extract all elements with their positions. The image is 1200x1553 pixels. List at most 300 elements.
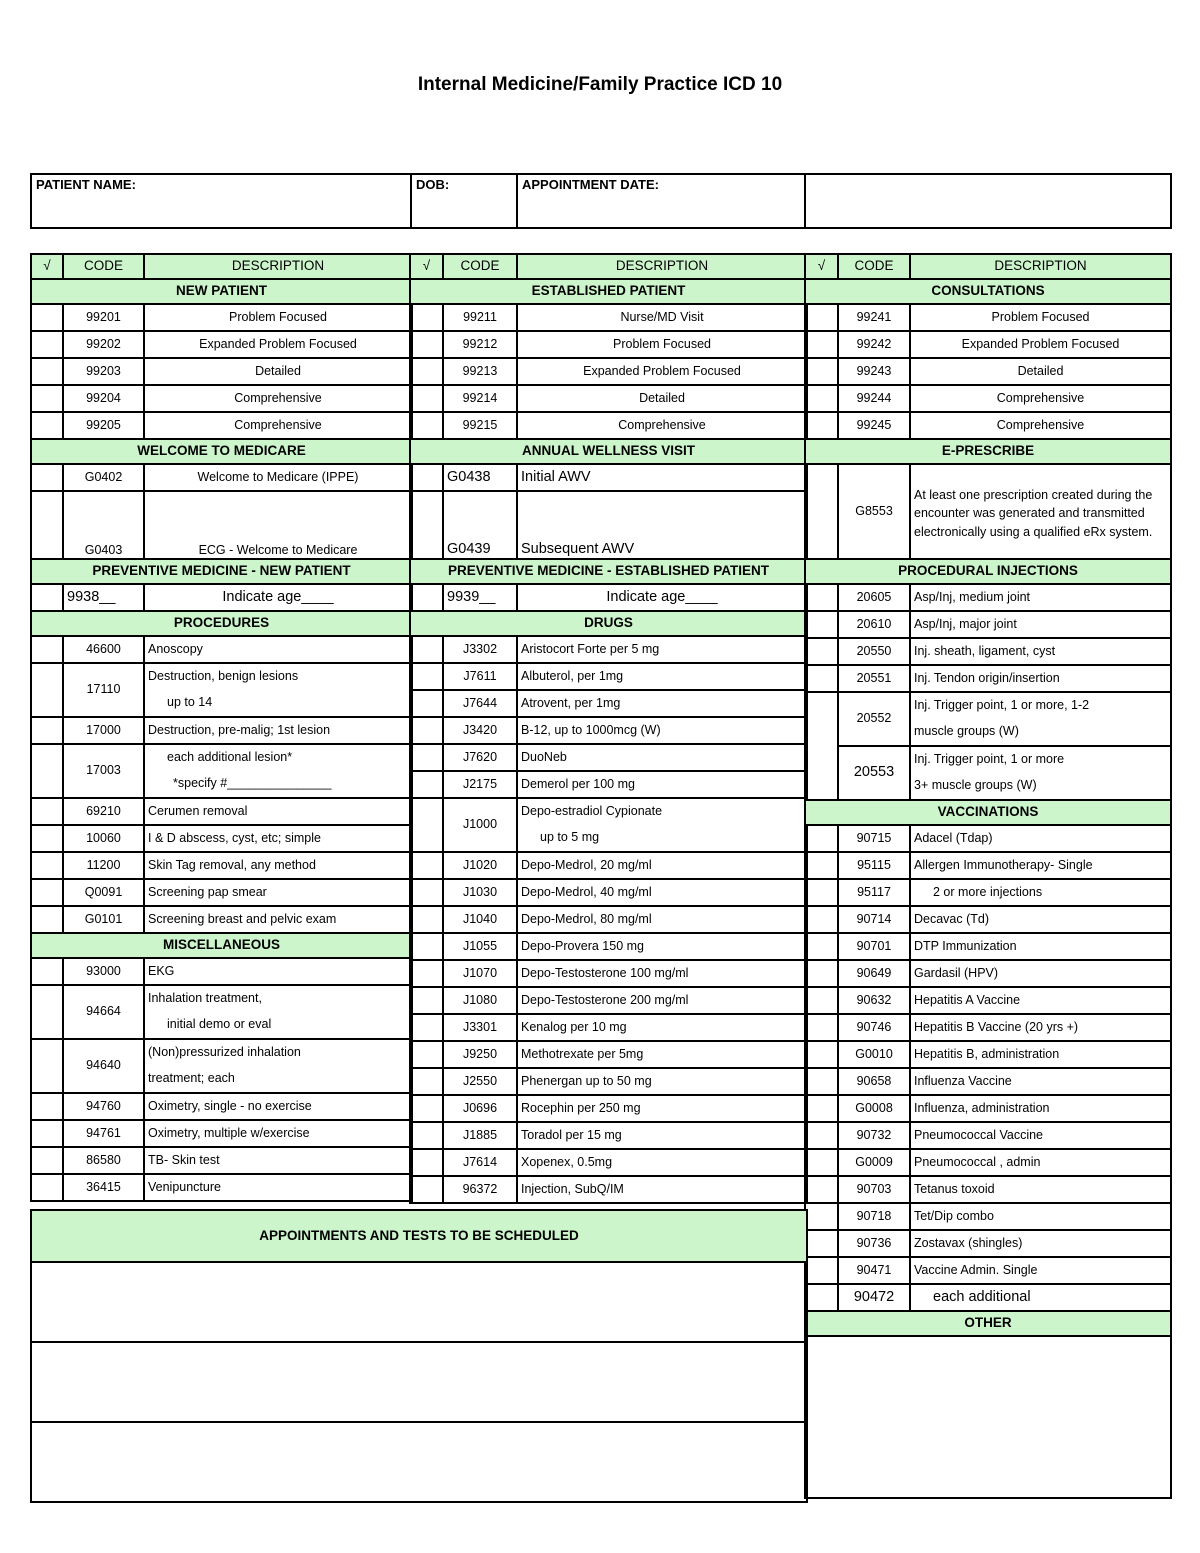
table-row — [805, 692, 1171, 719]
checkbox[interactable] — [805, 358, 838, 385]
table-row — [31, 852, 412, 879]
description-cell: Aristocort Forte per 5 mg — [517, 636, 807, 663]
table-row — [805, 665, 1171, 692]
checkbox[interactable] — [410, 385, 443, 412]
description-cell: Problem Focused — [517, 331, 807, 358]
description-cell: each additional lesion* — [144, 744, 412, 771]
checkbox[interactable] — [31, 985, 63, 1039]
table-row — [31, 304, 412, 331]
code-cell: 17000 — [63, 717, 144, 744]
table-row — [805, 638, 1171, 665]
code-cell: 99242 — [838, 331, 910, 358]
description-cell: Tetanus toxoid — [910, 1176, 1171, 1203]
checkbox[interactable] — [410, 412, 443, 439]
table-row — [410, 1095, 807, 1122]
description-cell: Depo-estradiol Cypionate — [517, 798, 807, 825]
description-cell: Expanded Problem Focused — [144, 331, 412, 358]
checkbox[interactable] — [31, 958, 63, 985]
table-row — [805, 746, 1171, 773]
code-cell: J2175 — [443, 771, 517, 798]
checkbox[interactable] — [805, 412, 838, 439]
code-cell: 99205 — [63, 412, 144, 439]
appointments-table — [30, 1209, 808, 1503]
table-row — [31, 1093, 412, 1120]
code-cell: 20551 — [838, 665, 910, 692]
checkbox[interactable] — [31, 358, 63, 385]
checkbox[interactable] — [31, 663, 63, 717]
checkbox[interactable] — [410, 491, 443, 559]
section-established-patient: ESTABLISHED PATIENT — [410, 279, 807, 304]
code-cell: 90472 — [838, 1284, 910, 1311]
code-cell: 99213 — [443, 358, 517, 385]
code-header: CODE — [838, 254, 910, 279]
table-row — [805, 906, 1171, 933]
checkbox[interactable] — [805, 1203, 838, 1230]
table-row — [31, 636, 412, 663]
checkbox[interactable] — [805, 852, 838, 879]
checkbox[interactable] — [805, 638, 838, 665]
checkbox[interactable] — [31, 304, 63, 331]
code-cell: G0402 — [63, 464, 144, 491]
description-cell: 3+ muscle groups (W) — [910, 773, 1171, 800]
description-cell: up to 5 mg — [517, 825, 807, 852]
checkbox[interactable] — [410, 960, 443, 987]
description-cell: Comprehensive — [517, 412, 807, 439]
code-cell: J1000 — [443, 798, 517, 852]
description-cell: B-12, up to 1000mcg (W) — [517, 717, 807, 744]
appointments-notes-row-2[interactable] — [31, 1342, 807, 1422]
description-cell: Welcome to Medicare (IPPE) — [144, 464, 412, 491]
other-notes-area[interactable] — [805, 1336, 1171, 1498]
description-header: DESCRIPTION — [144, 254, 412, 279]
description-cell: Inj. sheath, ligament, cyst — [910, 638, 1171, 665]
checkbox[interactable] — [31, 852, 63, 879]
description-cell: Depo-Medrol, 40 mg/ml — [517, 879, 807, 906]
code-cell: 90649 — [838, 960, 910, 987]
checkbox[interactable] — [410, 1095, 443, 1122]
appointments-notes-row-3[interactable] — [31, 1422, 807, 1502]
description-cell: Nurse/MD Visit — [517, 304, 807, 331]
code-cell: 90714 — [838, 906, 910, 933]
patient-name-field[interactable] — [31, 174, 411, 228]
table-row — [410, 933, 807, 960]
description-cell: Inhalation treatment, — [144, 985, 412, 1012]
code-cell: 90701 — [838, 933, 910, 960]
description-cell: Albuterol, per 1mg — [517, 663, 807, 690]
code-cell: 99215 — [443, 412, 517, 439]
checkbox[interactable] — [805, 1284, 838, 1311]
checkbox[interactable] — [805, 1095, 838, 1122]
code-cell: 99241 — [838, 304, 910, 331]
code-cell: J2550 — [443, 1068, 517, 1095]
code-cell: 99202 — [63, 331, 144, 358]
checkbox[interactable] — [410, 987, 443, 1014]
code-cell: 46600 — [63, 636, 144, 663]
code-cell: 90632 — [838, 987, 910, 1014]
code-header: CODE — [443, 254, 517, 279]
section-vaccinations: VACCINATIONS — [805, 800, 1171, 825]
table-row — [31, 331, 412, 358]
checkbox[interactable] — [410, 636, 443, 663]
table-row — [410, 663, 807, 690]
description-cell: Destruction, benign lesions — [144, 663, 412, 690]
table-row — [805, 933, 1171, 960]
description-cell: Gardasil (HPV) — [910, 960, 1171, 987]
code-cell: 10060 — [63, 825, 144, 852]
description-cell: Pneumococcal , admin — [910, 1149, 1171, 1176]
checkbox[interactable] — [805, 987, 838, 1014]
checkbox[interactable] — [31, 906, 63, 933]
checkbox[interactable] — [31, 1093, 63, 1120]
section-procedures: PROCEDURES — [31, 611, 412, 636]
checkbox[interactable] — [410, 304, 443, 331]
table-row — [410, 331, 807, 358]
checkbox[interactable] — [805, 611, 838, 638]
table-row — [31, 985, 412, 1012]
code-cell: J7614 — [443, 1149, 517, 1176]
checkbox[interactable] — [410, 879, 443, 906]
checkbox[interactable] — [31, 412, 63, 439]
table-row — [31, 1147, 412, 1174]
checkbox[interactable] — [31, 825, 63, 852]
table-row — [805, 358, 1171, 385]
code-cell: J0696 — [443, 1095, 517, 1122]
table-row — [805, 1149, 1171, 1176]
checkbox[interactable] — [410, 933, 443, 960]
description-cell: Depo-Testosterone 200 mg/ml — [517, 987, 807, 1014]
code-cell: 99245 — [838, 412, 910, 439]
code-cell: 90715 — [838, 825, 910, 852]
description-cell: DTP Immunization — [910, 933, 1171, 960]
table-row — [805, 464, 1171, 559]
checkbox[interactable] — [31, 464, 63, 491]
checkbox[interactable] — [410, 1122, 443, 1149]
code-cell: 20553 — [838, 746, 910, 800]
table-row — [410, 879, 807, 906]
description-cell: Expanded Problem Focused — [517, 358, 807, 385]
code-cell: 20552 — [838, 692, 910, 746]
description-cell: Xopenex, 0.5mg — [517, 1149, 807, 1176]
description-cell: Detailed — [144, 358, 412, 385]
table-row — [805, 1041, 1171, 1068]
checkbox[interactable] — [410, 717, 443, 744]
code-cell: 99243 — [838, 358, 910, 385]
checkbox[interactable] — [410, 1068, 443, 1095]
table-row — [31, 412, 412, 439]
code-cell: 99203 — [63, 358, 144, 385]
code-cell: 20550 — [838, 638, 910, 665]
table-row — [31, 958, 412, 985]
code-cell: 90732 — [838, 1122, 910, 1149]
code-cell: J3420 — [443, 717, 517, 744]
description-cell: Asp/Inj, major joint — [910, 611, 1171, 638]
table-row — [410, 852, 807, 879]
table-row — [805, 1068, 1171, 1095]
checkbox[interactable] — [410, 1176, 443, 1203]
description-cell: Kenalog per 10 mg — [517, 1014, 807, 1041]
code-cell: J1080 — [443, 987, 517, 1014]
table-row — [31, 1174, 412, 1201]
checkbox[interactable] — [410, 663, 443, 690]
description-cell: I & D abscess, cyst, etc; simple — [144, 825, 412, 852]
appointment-date-field[interactable] — [517, 174, 805, 228]
checkbox[interactable] — [410, 331, 443, 358]
code-cell: G0008 — [838, 1095, 910, 1122]
code-cell: 90736 — [838, 1230, 910, 1257]
checkbox[interactable] — [805, 1014, 838, 1041]
checkbox[interactable] — [410, 358, 443, 385]
checkbox[interactable] — [410, 1149, 443, 1176]
checkbox[interactable] — [805, 879, 838, 906]
checkbox[interactable] — [31, 1039, 63, 1093]
description-cell: (Non)pressurized inhalation — [144, 1039, 412, 1066]
code-cell: J1020 — [443, 852, 517, 879]
description-cell: Tet/Dip combo — [910, 1203, 1171, 1230]
table-row — [805, 960, 1171, 987]
description-cell: Depo-Medrol, 20 mg/ml — [517, 852, 807, 879]
section-new-patient: NEW PATIENT — [31, 279, 412, 304]
description-cell: Hepatitis B, administration — [910, 1041, 1171, 1068]
code-cell: 99244 — [838, 385, 910, 412]
description-cell: Atrovent, per 1mg — [517, 690, 807, 717]
description-cell: muscle groups (W) — [910, 719, 1171, 746]
code-cell: 94664 — [63, 985, 144, 1039]
table-row — [805, 385, 1171, 412]
table-row — [410, 717, 807, 744]
checkbox[interactable] — [410, 584, 443, 611]
checkbox[interactable] — [31, 491, 63, 559]
description-cell: Depo-Testosterone 100 mg/ml — [517, 960, 807, 987]
column-1-table — [30, 253, 413, 1202]
description-cell: up to 14 — [144, 690, 412, 717]
description-cell: ECG - Welcome to Medicare — [144, 491, 412, 559]
section-other: OTHER — [805, 1311, 1171, 1336]
code-cell: G8553 — [838, 464, 910, 559]
checkbox[interactable] — [805, 1122, 838, 1149]
checkbox[interactable] — [410, 798, 443, 852]
checkbox[interactable] — [410, 1041, 443, 1068]
description-cell: Hepatitis B Vaccine (20 yrs +) — [910, 1014, 1171, 1041]
description-cell: Influenza, administration — [910, 1095, 1171, 1122]
checkbox[interactable] — [805, 464, 838, 559]
code-cell: 20605 — [838, 584, 910, 611]
description-cell: Initial AWV — [517, 464, 807, 491]
code-cell: 86580 — [63, 1147, 144, 1174]
description-header: DESCRIPTION — [910, 254, 1171, 279]
description-cell: Rocephin per 250 mg — [517, 1095, 807, 1122]
table-row — [410, 1041, 807, 1068]
table-row — [410, 491, 807, 559]
code-cell: 94640 — [63, 1039, 144, 1093]
table-row — [410, 960, 807, 987]
code-cell: J1885 — [443, 1122, 517, 1149]
checkbox[interactable] — [805, 1041, 838, 1068]
code-cell: 94760 — [63, 1093, 144, 1120]
table-row — [805, 1284, 1171, 1311]
checkbox[interactable] — [805, 385, 838, 412]
description-cell: Influenza Vaccine — [910, 1068, 1171, 1095]
table-row — [31, 1039, 412, 1066]
checkbox[interactable] — [31, 385, 63, 412]
code-cell: 94761 — [63, 1120, 144, 1147]
description-cell: 2 or more injections — [910, 879, 1171, 906]
table-row — [805, 852, 1171, 879]
checkbox[interactable] — [31, 584, 63, 611]
table-row — [805, 1203, 1171, 1230]
checkbox[interactable] — [410, 906, 443, 933]
description-cell: Comprehensive — [144, 412, 412, 439]
checkbox[interactable] — [410, 852, 443, 879]
code-cell: J1070 — [443, 960, 517, 987]
checkbox[interactable] — [31, 1147, 63, 1174]
code-cell: G0009 — [838, 1149, 910, 1176]
code-cell: J3302 — [443, 636, 517, 663]
code-cell: J7620 — [443, 744, 517, 771]
table-row — [410, 464, 807, 491]
checkbox[interactable] — [805, 304, 838, 331]
checkbox[interactable] — [410, 771, 443, 798]
checkbox[interactable] — [410, 690, 443, 717]
checkbox[interactable] — [805, 331, 838, 358]
description-cell: Cerumen removal — [144, 798, 412, 825]
code-cell: 9938__ — [63, 584, 144, 611]
description-cell: Comprehensive — [910, 385, 1171, 412]
checkbox[interactable] — [805, 1149, 838, 1176]
code-cell: 99214 — [443, 385, 517, 412]
checkbox[interactable] — [410, 744, 443, 771]
description-cell: Allergen Immunotherapy- Single — [910, 852, 1171, 879]
checkbox[interactable] — [31, 1120, 63, 1147]
table-row — [410, 1068, 807, 1095]
checkbox[interactable] — [805, 825, 838, 852]
table-row — [410, 906, 807, 933]
description-cell: Demerol per 100 mg — [517, 771, 807, 798]
table-row — [805, 1176, 1171, 1203]
code-cell: G0439 — [443, 491, 517, 559]
checkbox[interactable] — [805, 933, 838, 960]
code-cell: 90718 — [838, 1203, 910, 1230]
description-cell: Methotrexate per 5mg — [517, 1041, 807, 1068]
patient-name-label: PATIENT NAME: — [36, 177, 136, 192]
table-row — [410, 1176, 807, 1203]
description-cell: Expanded Problem Focused — [910, 331, 1171, 358]
checkbox[interactable] — [31, 798, 63, 825]
table-row — [805, 304, 1171, 331]
code-cell: 93000 — [63, 958, 144, 985]
code-cell: 36415 — [63, 1174, 144, 1201]
code-cell: 90703 — [838, 1176, 910, 1203]
code-cell: 9939__ — [443, 584, 517, 611]
table-row — [31, 1120, 412, 1147]
table-row — [410, 1014, 807, 1041]
description-cell: Depo-Provera 150 mg — [517, 933, 807, 960]
description-cell: Screening pap smear — [144, 879, 412, 906]
code-cell: 90471 — [838, 1257, 910, 1284]
checkbox[interactable] — [410, 1014, 443, 1041]
description-cell: Problem Focused — [910, 304, 1171, 331]
code-cell: J1055 — [443, 933, 517, 960]
description-cell: Problem Focused — [144, 304, 412, 331]
checkbox[interactable] — [31, 331, 63, 358]
check-header: √ — [31, 254, 63, 279]
section-preventive-new: PREVENTIVE MEDICINE - NEW PATIENT — [31, 559, 412, 584]
checkbox[interactable] — [31, 636, 63, 663]
checkbox[interactable] — [805, 584, 838, 611]
checkbox[interactable] — [805, 1176, 838, 1203]
section-drugs: DRUGS — [410, 611, 807, 636]
description-cell: Zostavax (shingles) — [910, 1230, 1171, 1257]
page-title: Internal Medicine/Family Practice ICD 10 — [417, 74, 783, 95]
description-cell: Pneumococcal Vaccine — [910, 1122, 1171, 1149]
table-row — [410, 744, 807, 771]
checkbox[interactable] — [805, 960, 838, 987]
table-row — [805, 1122, 1171, 1149]
description-cell: Injection, SubQ/IM — [517, 1176, 807, 1203]
section-appointments: APPOINTMENTS AND TESTS TO BE SCHEDULED — [31, 1210, 807, 1262]
code-cell: G0438 — [443, 464, 517, 491]
table-row — [410, 798, 807, 825]
table-row — [31, 584, 412, 611]
description-cell: Oximetry, multiple w/exercise — [144, 1120, 412, 1147]
code-cell: G0010 — [838, 1041, 910, 1068]
description-cell: Anoscopy — [144, 636, 412, 663]
description-cell: treatment; each — [144, 1066, 412, 1093]
description-cell: Comprehensive — [144, 385, 412, 412]
table-row — [410, 987, 807, 1014]
description-cell: Comprehensive — [910, 412, 1171, 439]
appointments-notes-row-1[interactable] — [31, 1262, 807, 1342]
table-row — [410, 690, 807, 717]
description-cell: Inj. Trigger point, 1 or more — [910, 746, 1171, 773]
description-cell: Oximetry, single - no exercise — [144, 1093, 412, 1120]
section-procedural-injections: PROCEDURAL INJECTIONS — [805, 559, 1171, 584]
table-row — [410, 1149, 807, 1176]
table-row — [410, 358, 807, 385]
checkbox[interactable] — [31, 1174, 63, 1201]
description-cell: Skin Tag removal, any method — [144, 852, 412, 879]
appointment-date-label: APPOINTMENT DATE: — [522, 177, 659, 192]
description-cell: initial demo or eval — [144, 1012, 412, 1039]
checkbox[interactable] — [31, 744, 63, 798]
check-header: √ — [410, 254, 443, 279]
table-row — [31, 744, 412, 771]
table-row — [31, 906, 412, 933]
code-cell: J7644 — [443, 690, 517, 717]
checkbox[interactable] — [805, 1068, 838, 1095]
checkbox[interactable] — [410, 464, 443, 491]
code-cell: 99211 — [443, 304, 517, 331]
description-cell: Detailed — [910, 358, 1171, 385]
patient-extra-field[interactable] — [805, 174, 1171, 228]
checkbox[interactable] — [31, 717, 63, 744]
description-cell: TB- Skin test — [144, 1147, 412, 1174]
checkbox[interactable] — [805, 1257, 838, 1284]
checkbox[interactable] — [31, 879, 63, 906]
checkbox[interactable] — [805, 665, 838, 692]
checkbox[interactable] — [805, 906, 838, 933]
table-row — [805, 611, 1171, 638]
checkbox[interactable] — [805, 1230, 838, 1257]
checkbox[interactable] — [805, 692, 838, 800]
description-cell: Depo-Medrol, 80 mg/ml — [517, 906, 807, 933]
description-cell: Adacel (Tdap) — [910, 825, 1171, 852]
description-cell: Vaccine Admin. Single — [910, 1257, 1171, 1284]
dob-field[interactable] — [411, 174, 517, 228]
table-row — [31, 385, 412, 412]
table-row — [410, 1122, 807, 1149]
table-row — [410, 771, 807, 798]
code-header: CODE — [63, 254, 144, 279]
